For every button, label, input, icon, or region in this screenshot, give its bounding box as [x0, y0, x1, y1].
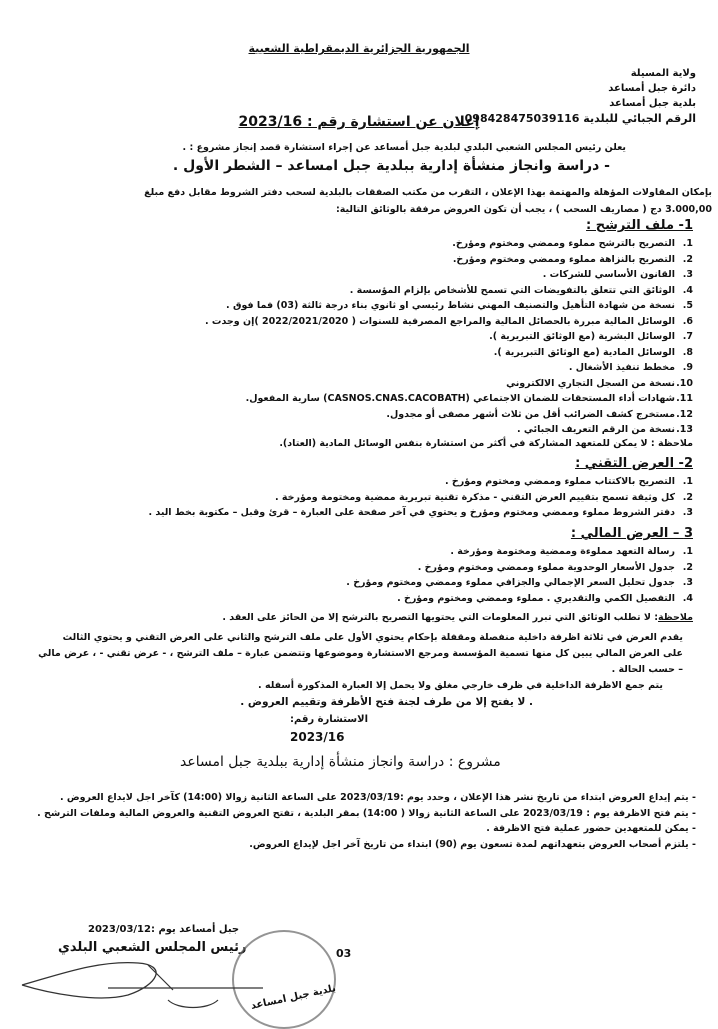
signature-date: جبل أمساعد يوم :2023/03/12: [88, 924, 240, 935]
note2-label: ملاحظة: [658, 612, 693, 623]
list-item: [346, 544, 693, 560]
signature-title: رئيس المجلس الشعبي البلدي: [58, 940, 247, 955]
list-item: [205, 267, 693, 283]
item-number: 3.: [682, 577, 693, 588]
item-number: 3.: [682, 507, 693, 518]
section1-note: ملاحظة : لا يمكن للمتعهد المشاركة في أكثر من استشارة بنفس الوسائل المادية (العتاد).: [279, 438, 693, 449]
item-text: رسالة التعهد مملوءة وممضية ومختومة ومؤرخة .: [450, 546, 675, 557]
item-number: 1.: [682, 476, 693, 487]
item-text: دفتر الشروط مملوء وممضي ومختوم ومؤرخ و يحتوي في آخر صفحة على العبارة – قرئ وقبل – مكتوبة بخط اليد .: [148, 507, 675, 518]
item-text: التصريح بالنزاهة مملوء وممضي ومختوم ومؤرخ.: [452, 253, 675, 265]
bullets-list: [37, 790, 696, 852]
list-item: [205, 298, 693, 314]
item-number: 7.: [682, 331, 693, 342]
item-number: 12.: [676, 408, 693, 420]
item-number: 8.: [682, 346, 693, 358]
item-text: مستخرج كشف الضرائب أقل من ثلاث أشهر مصفى أو مجدول.: [386, 408, 675, 420]
list-item: [205, 236, 693, 252]
list-item: [205, 252, 693, 268]
stamp-number: 03: [336, 947, 352, 960]
consultation-number: 2023/16: [290, 730, 345, 744]
item-number: 11.: [676, 393, 693, 404]
envelopes-line: يتم جمع الاظرفة الداخلية في ظرف خارجي مغلق ولا يحمل إلا العبارة المذكورة أسفله .: [258, 680, 663, 691]
item-number: 6.: [682, 315, 693, 327]
tax-id: الرقم الجبائي للبلدية 098428475039116: [464, 112, 696, 125]
stamp-text: بلدية جبل امساعد: [249, 983, 337, 1012]
section1-heading: 1- ملف الترشح :: [586, 218, 693, 233]
item-text: التصريح بالترشح مملوء وممضي ومختوم ومؤرخ.: [452, 238, 675, 249]
item-number: 4.: [682, 284, 693, 296]
item-text: القانون الأساسي للشركات .: [542, 269, 675, 280]
item-number: 2.: [682, 491, 693, 503]
bullet-item: - يتم فتح الاظرفة يوم : 2023/03/19 على الساعة الثانية زوالا ( 14:00) بمقر البلدية ، تفتح العروض التقنية والعروض المالية وملفات الترشح .: [37, 807, 696, 819]
item-text: جدول تحليل السعر الإجمالي والجزافي مملوء وممضي ومختوم ومؤرخ .: [346, 577, 675, 588]
list-item: [205, 391, 693, 407]
commune: بلدية جبل أمساعد: [609, 98, 696, 109]
envelopes-line: – حسب الحالة .: [611, 664, 683, 675]
item-text: الوثائق التي تتعلق بالتفويضات التي تسمح للأشخاص بإلزام المؤسسة .: [349, 284, 675, 296]
item-text: التصريح بالاكتتاب مملوء وممضي ومختوم ومؤرخ .: [445, 476, 675, 487]
list-item: [346, 575, 693, 591]
bullet-item: - يمكن للمتعهدين حضور عملية فتح الاظرفة .: [486, 823, 696, 834]
list-item: [205, 314, 693, 330]
list-item: [205, 329, 693, 345]
note2: [222, 612, 693, 623]
item-number: 2.: [682, 561, 693, 573]
item-number: 1.: [682, 238, 693, 249]
section1-list: [205, 236, 693, 438]
envelopes-paragraph: [38, 630, 683, 710]
list-item: [148, 490, 693, 506]
item-text: الوسائل المالية مبررة بالحصائل المالية والمراجع المصرفية للسنوات ( 2022/2021/2020 )إن وجدت .: [204, 315, 675, 327]
section2-list: [148, 474, 693, 521]
handwritten-signature: [18, 955, 268, 1020]
item-text: نسخة من شهادة التأهيل والتصنيف المهني نشاط رئيسي او ثانوي بناء درجة ثالثة (03) فما فوق .: [226, 300, 675, 311]
item-number: 2.: [682, 253, 693, 265]
list-item: [205, 283, 693, 299]
list-item: [148, 505, 693, 521]
item-text: التفصيل الكمي والتقديري . مملوء وممضي ومختوم ومؤرخ .: [397, 592, 675, 604]
item-number: 5.: [682, 300, 693, 311]
project-repeat: مشروع : دراسة وانجاز منشأة إدارية ببلدية جبل امساعد: [180, 754, 501, 770]
conditions-paragraph: [144, 184, 712, 218]
item-text: كل وثيقة تسمح بتقييم العرض التقني - مذكرة تقنية تبريرية ممضية ومختومة ومؤرخة .: [274, 491, 675, 503]
item-number: 9.: [682, 362, 693, 373]
paragraph-line: بإمكان المقاولات المؤهلة والمهتمة بهذا الإعلان ، التقرب من مكتب الصفقات بالبلدية لسحب دفتر الشروط مقابل دفع مبلغ: [144, 187, 712, 198]
list-item: [205, 422, 693, 438]
note2-text: : لا تطلب الوثائق التي تبرر المعلومات التي يحتويها التصريح بالترشح إلا من الحائز على العقد .: [222, 612, 659, 623]
item-number: 4.: [682, 592, 693, 604]
item-text: نسخة من السجل التجاري الالكتروني: [506, 377, 675, 389]
project-title: - دراسة وانجاز منشأة إدارية ببلدية جبل امساعد – الشطر الأول .: [172, 158, 610, 174]
republic-header: الجمهورية الجزائرية الديمقراطية الشعبية: [248, 42, 470, 55]
bullet-item: - يلتزم أصحاب العروض بتعهداتهم لمدة تسعون يوم (90) ابتداء من تاريخ آخر اجل لإيداع العروض.: [249, 838, 696, 850]
item-text: الوسائل البشرية (مع الوثائق التبريرية ).: [489, 331, 675, 342]
envelopes-line: . لا يفتح إلا من طرف لجنة فتح الأظرفة وتقييم العروض .: [240, 696, 533, 708]
item-text: الوسائل المادية (مع الوثائق التبريرية ).: [493, 346, 675, 358]
wilaya: ولاية المسيلة: [630, 68, 696, 79]
consultation-label: الاستشارة رقم:: [290, 714, 369, 725]
item-number: 10.: [676, 377, 693, 389]
bullet-item: - يتم إيداع العروض ابتداء من تاريخ نشر هذا الإعلان ، وحدد يوم :2023/03/19 على الساعة الثانية زوالا (14:00) كآخر اجل لايداع العروض .: [59, 792, 696, 803]
list-item: [346, 591, 693, 607]
item-number: 13.: [676, 424, 693, 435]
daira: دائرة جبل أمساعد: [608, 83, 696, 94]
list-item: [148, 474, 693, 490]
section3-list: [346, 544, 693, 606]
list-item: [346, 560, 693, 576]
item-text: نسخة من الرقم التعريف الجبائي .: [517, 424, 675, 435]
envelopes-line: يقدم العرض في ثلاثة اظرفة داخلية منفصلة ومقفلة بإحكام يحتوي الأول على ملف الترشح والثاني على العرض التقني و يحتوي الثالث: [62, 632, 683, 643]
item-number: 1.: [682, 546, 693, 557]
item-text: جدول الأسعار الوحدوية مملوء وممضي ومختوم ومؤرخ .: [417, 561, 675, 573]
announcement-title: إعلان عن استشارة رقم : 2023/16: [238, 114, 480, 130]
list-item: [205, 360, 693, 376]
intro-text: يعلن رئيس المجلس الشعبي البلدي لبلدية جبل أمساعد عن إجراء استشارة قصد إنجاز مشروع : .: [182, 142, 626, 153]
section2-heading: 2- العرض التقني :: [575, 456, 693, 471]
list-item: [205, 376, 693, 392]
list-item: [205, 345, 693, 361]
item-text: شهادات أداء المستحقات للضمان الاجتماعي (CASNOS.CNAS.CACOBATH) سارية المفعول.: [245, 393, 675, 404]
envelopes-line: على العرض المالي يبين كل منها تسمية المؤسسة ومرجع الاستشارة وموضوعها وتتضمن عبارة – ملف الترشح ، - عرض تقني - ، عرض مالي: [38, 648, 683, 659]
item-text: مخطط تنفيذ الأشغال .: [568, 362, 675, 373]
section3-heading: 3 – العرض المالي :: [570, 526, 693, 541]
list-item: [205, 407, 693, 423]
paragraph-line: 3.000,00 دج ( مصاريف السحب ) ، يجب أن تكون العروض مرفقة بالوثائق التالية:: [335, 204, 712, 215]
item-number: 3.: [682, 269, 693, 280]
